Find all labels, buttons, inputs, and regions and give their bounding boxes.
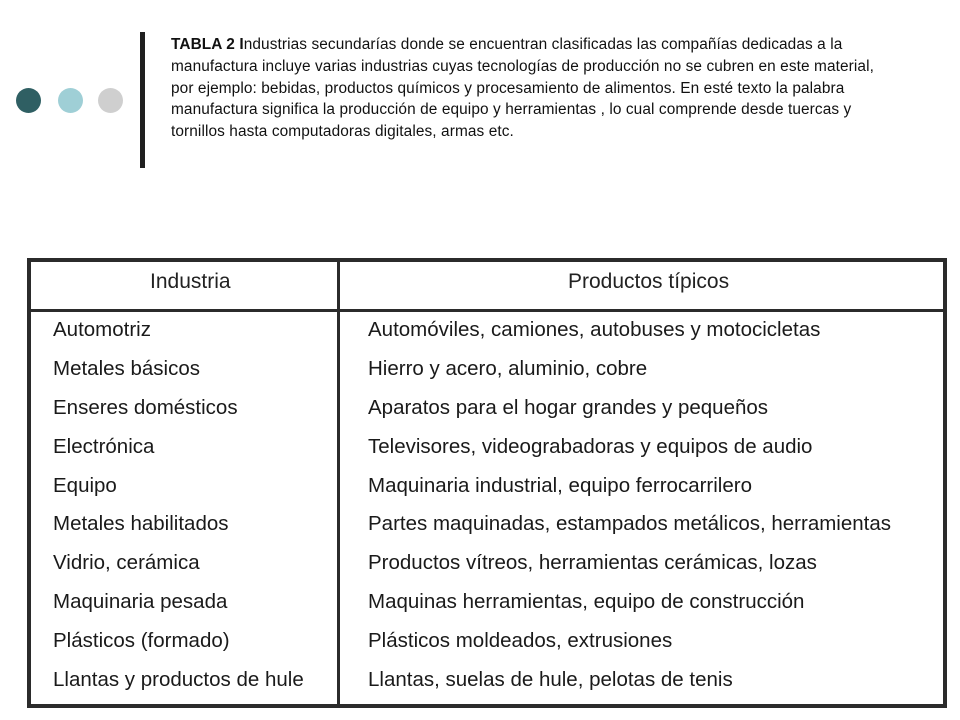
products-cell: Llantas, suelas de hule, pelotas de tenis — [368, 668, 733, 692]
products-cell: Plásticos moldeados, extrusiones — [368, 629, 673, 653]
industry-cell: Automotriz — [53, 318, 151, 341]
decorative-dots — [16, 88, 126, 114]
table-row — [31, 590, 943, 629]
products-cell: Televisores, videograbadoras y equipos de audio — [368, 434, 813, 458]
industry-cell: Plásticos (formado) — [53, 629, 230, 653]
products-cell: Maquinas herramientas, equipo de construcción — [368, 590, 805, 614]
products-cell: Aparatos para el hogar grandes y pequeños — [368, 395, 769, 419]
header-industry: Industria — [150, 270, 231, 293]
table-row — [31, 396, 943, 435]
industry-cell: Equipo — [53, 473, 117, 497]
table-row — [31, 512, 943, 551]
products-cell: Productos vítreos, herramientas cerámicas, lozas — [368, 551, 817, 575]
products-cell: Partes maquinadas, estampados metálicos, herramientas — [368, 512, 892, 536]
products-cell: Hierro y acero, aluminio, cobre — [368, 356, 648, 380]
industry-cell: Enseres domésticos — [53, 395, 238, 419]
header-products: Productos típicos — [568, 270, 730, 293]
dark-teal-dot — [16, 88, 41, 113]
caption-tag: TABLA 2 I — [171, 36, 244, 53]
light-teal-dot — [58, 88, 83, 113]
industry-cell: Vidrio, cerámica — [53, 551, 200, 575]
products-cell: Automóviles, camiones, autobuses y motocicletas — [368, 318, 821, 341]
table-row — [31, 551, 943, 590]
table-body — [31, 318, 943, 707]
table-row — [31, 435, 943, 474]
header-divider — [31, 309, 943, 312]
table-row — [31, 474, 943, 513]
table-row — [31, 357, 943, 396]
industry-cell: Llantas y productos de hule — [53, 668, 304, 692]
table-row — [31, 668, 943, 707]
products-cell: Maquinaria industrial, equipo ferrocarrilero — [368, 473, 752, 497]
table-row — [31, 629, 943, 668]
gray-dot — [98, 88, 123, 113]
industry-cell: Maquinaria pesada — [53, 590, 228, 614]
table-row — [31, 318, 943, 357]
industry-cell: Metales habilitados — [53, 512, 229, 536]
accent-bar — [140, 32, 145, 168]
table-caption — [171, 34, 881, 143]
caption-text: ndustrias secundarías donde se encuentran clasificadas las compañías dedicadas a la manufactura incluye varias industrias cuyas tecnologías de producción no se cubren en este material, por ejemplo: bebidas, productos químicos y procesamiento de alimentos. En esté texto la palabra manufactura significa la producción de equipo y herramientas , lo cual comprende desde tuercas y tornillos hasta computadoras digitales, armas etc. — [171, 36, 874, 141]
industry-cell: Electrónica — [53, 434, 155, 458]
industries-table — [27, 258, 947, 708]
industry-cell: Metales básicos — [53, 356, 200, 380]
